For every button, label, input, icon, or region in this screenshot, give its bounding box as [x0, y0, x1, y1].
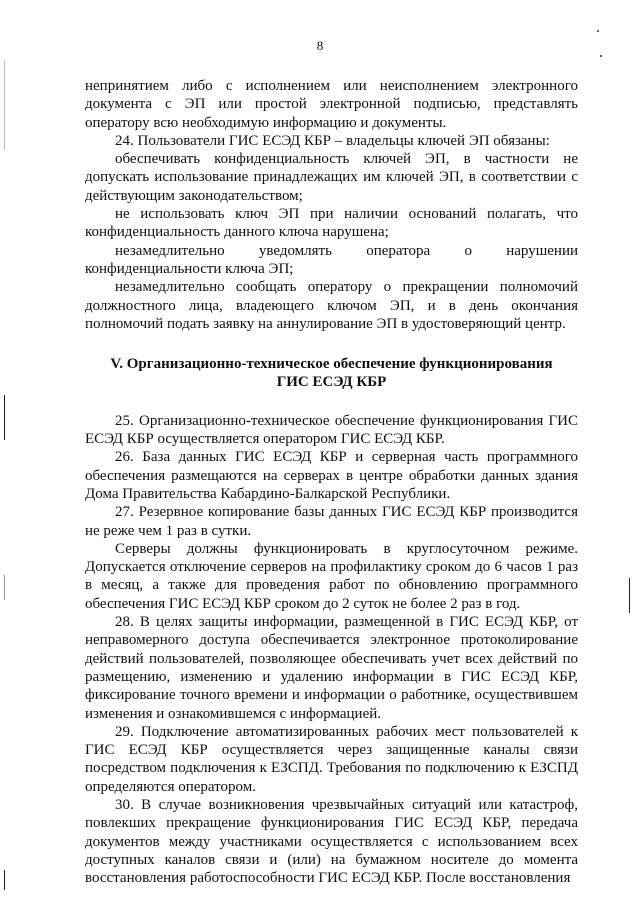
section-title-line: ГИС ЕСЭД КБР — [276, 374, 387, 391]
scan-margin-mark — [4, 575, 5, 600]
paragraph: 25. Организационно-техническое обеспечение функционирования ГИС ЕСЭД КБР осуществляется оператором ГИС ЕСЭД КБР. — [85, 412, 578, 448]
paragraph: 29. Подключение автоматизированных рабочих мест пользователей к ГИС ЕСЭД КБР осуществляется через защищенные каналы связи посредством подключения к ЕЗСПД. Требования по подключению к ЕЗСПД определяются оператором. — [85, 723, 578, 795]
paragraph: незамедлительно сообщать оператору о прекращении полномочий должностного лица, владеющего ключом ЭП, и в день окончания полномочий подать заявку на аннулирование ЭП в удостоверяющий центр. — [85, 279, 578, 332]
paragraph: непринятием либо с исполнением или неисполнением электронного документа с ЭП или простой электронной подписью, представлять оператору всю необходимую информацию и документы. — [85, 78, 578, 131]
page-number: 8 — [316, 38, 324, 53]
paragraph: обеспечивать конфиденциальность ключей ЭП, в частности не допускать использование принадлежащих им ключей ЭП, в соответствии с действующим законодательством; — [85, 151, 578, 204]
scan-dot — [597, 30, 599, 32]
section-title — [85, 355, 578, 392]
paragraph: 26. База данных ГИС ЕСЭД КБР и серверная часть программного обеспечения размещаются на серверах в центре обработки данных здания Дома Правительства Кабардино-Балкарской Республики. — [85, 449, 578, 502]
paragraph: 27. Резервное копирование базы данных ГИС ЕСЭД КБР производится не реже чем 1 раз в сутки. — [85, 504, 578, 539]
paragraph: 24. Пользователи ГИС ЕСЭД КБР – владельцы ключей ЭП обязаны: — [115, 132, 550, 149]
paragraph: незамедлительно уведомлять оператора о нарушении конфиденциальности ключа ЭП; — [85, 242, 578, 277]
scan-margin-mark — [4, 395, 5, 440]
scan-margin-mark — [629, 578, 630, 613]
scan-margin-mark — [4, 870, 5, 890]
document-body — [85, 77, 578, 887]
paragraph: 30. В случае возникновения чрезвычайных ситуаций или катастроф, повлекших прекращение функционирования ГИС ЕСЭД КБР, передача документов между участниками осуществляется с использованием всех доступных каналов связи и (или) на бумажном носителе до момента восстановления работоспособности ГИС ЕСЭД КБР. После восстановления — [85, 796, 578, 887]
paragraph: не использовать ключ ЭП при наличии оснований полагать, что конфиденциальность данного ключа нарушена; — [85, 206, 578, 241]
paragraph: Серверы должны функционировать в круглосуточном режиме. Допускается отключение серверов на профилактику сроком до 6 часов 1 раз в месяц, а также для проведения работ по обновлению программного обеспечения ГИС ЕСЭД КБР сроком до 2 суток не более 2 раз в год. — [85, 540, 578, 612]
section-title-line: V. Организационно-техническое обеспечение функционирования — [110, 356, 553, 373]
scan-margin-mark — [4, 60, 5, 150]
scan-dot — [600, 55, 602, 57]
paragraph: 28. В целях защиты информации, размещенной в ГИС ЕСЭД КБР, от неправомерного доступа обеспечивается электронное протоколирование действий пользователей, позволяющее обеспечивать учет всех действий по размещению, изменению и удалению информации в ГИС ЕСЭД КБР, фиксирование точного времени и информации о работнике, осуществившем изменения и ознакомившемся с информацией. — [85, 614, 578, 722]
